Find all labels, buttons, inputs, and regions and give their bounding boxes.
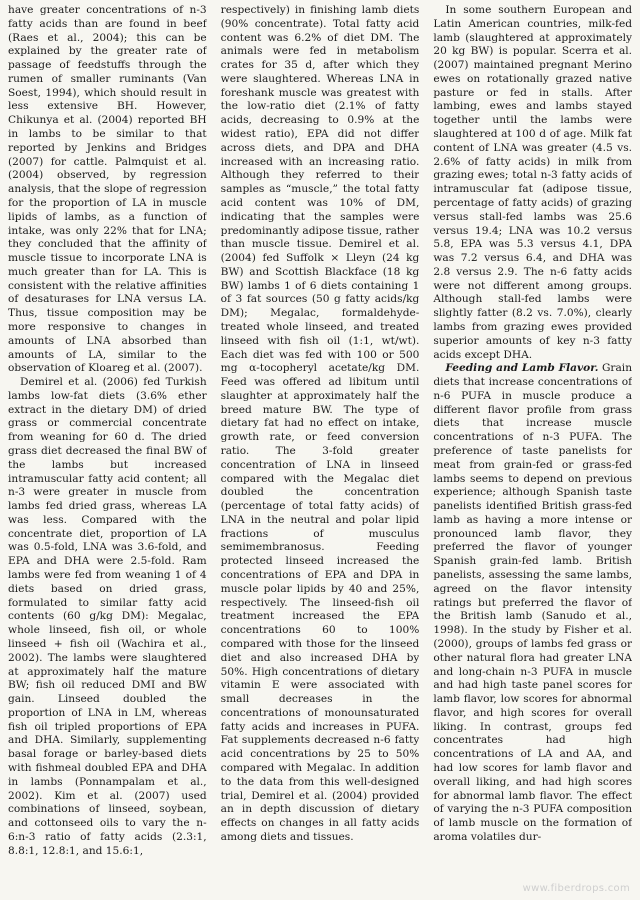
paragraph: Demirel et al. (2006) fed Turkish lambs low-fat diets (3.6% ether extract in the dietary DM) of dried grass or commercial concentrate from weaning for 60 d. The dried grass diet decreased the final BW of the lambs but increased intramuscular fatty acid content; all n-3 were greater in muscle from lambs fed dried grass, whereas LA was less. Compared with the concentrate diet, proportion of LA was 0.5-fold, LNA was 3.6-fold, and EPA and DHA were 2.5-fold. Ram lambs were fed from weaning 1 of 4 diets based on dried grass, formulated to similar fatty acid contents (60 g/kg DM): Megalac, whole linseed, fish oil, or whole linseed + fish oil (Wachira et al., 2002). The lambs were slaughtered at approximately half the mature BW; fish oil reduced DMI and BW gain. Linseed doubled the proportion of LNA in LM, whereas fish oil tripled proportions of EPA and DHA. Similarly, supplementing basal forage or barley-based diets with fishmeal doubled EPA and DHA in lambs (Ponnampalam et al., 2002). Kim et al. (2007) used combinations of linseed, soybean, and cottonseed oils to vary the n-6:n-3 ratio of fatty acids (2.3:1, 8.8:1, 12.8:1, and 15.6:1, [8, 376, 207, 857]
section-run-in-heading: Feeding and Lamb Flavor. [445, 362, 599, 375]
paragraph: respectively) in finishing lamb diets (90% concentrate). Total fatty acid content was 6.2% of diet DM. The animals were fed in metabolism crates for 35 d, after which they were slaughtered. Whereas LNA in foreshank muscle was greatest with the low-ratio diet (2.1% of fatty acids, decreasing to 0.9% at the widest ratio), EPA did not differ across diets, and DPA and DHA increased with an increasing ratio. Although they referred to their samples as “muscle,” the total fatty acid content was 10% of DM, indicating that the samples were predominantly adipose tissue, rather than muscle tissue. Demirel et al. (2004) fed Suffolk × Lleyn (24 kg BW) and Scottish Blackface (18 kg BW) lambs 1 of 6 diets containing 1 of 3 fat sources (50 g fatty acids/kg DM); Megalac, formaldehyde-treated whole linseed, and treated linseed with fish oil (1:1, wt/wt). Each diet was fed with 100 or 500 mg α-tocopheryl acetate/kg DM. Feed was offered ad libitum until slaughter at approximately half the breed mature BW. The type of dietary fat had no effect on intake, growth rate, or feed conversion ratio. The 3-fold greater concentration of LNA in linseed compared with the Megalac diet doubled the concentration (percentage of total fatty acids) of LNA in the neutral and polar lipid fractions of musculus semimembranosus. Feeding protected linseed increased the concentrations of EPA and DPA in muscle polar lipids by 40 and 25%, respectively. The linseed-fish oil treatment increased the EPA concentrations 60 to 100% compared with those for the linseed diet and also increased DHA by 50%. High concentrations of dietary vitamin E were associated with small decreases in the concentrations of monounsaturated fatty acids and increases in PUFA. Fat supplements decreased n-6 fatty acid concentrations by 25 to 50% compared with Megalac. In addition to the data from this well-designed trial, Demirel et al. (2004) provided an in depth discussion of dietary effects on changes in all fatty acids among diets and tissues. [220, 4, 420, 843]
text-column-right [433, 4, 632, 900]
paragraph: have greater concentrations of n-3 fatty acids than are found in beef (Raes et al., 2004); this can be explained by the greater rate of passage of feedstuffs through the rumen of smaller ruminants (Van Soest, 1994), which should result in less extensive BH. However, Chikunya et al. (2004) reported BH in lambs to be similar to that reported by Jenkins and Bridges (2007) for cattle. Palmquist et al. (2004) observed, by regression analysis, that the slope of regression for the proportion of LA in muscle lipids of lambs, as a function of intake, was only 22% that for LNA; they concluded that the affinity of muscle tissue to incorporate LNA is much greater than for LA. This is consistent with the relative affinities of desaturases for LNA versus LA. Thus, tissue composition may be more responsive to changes in amounts of LNA absorbed than amounts of LA, similar to the observation of Kloareg et al. (2007). [8, 4, 207, 375]
paragraph-text: Grain diets that increase concentrations of n-6 PUFA in muscle produce a different flavor profile from grass diets that increase muscle concentrations of n-3 PUFA. The preference of taste panelists for meat from grain-fed or grass-fed lambs seems to depend on previous experience; although Spanish taste panelists identified British grass-fed lamb as having a more intense or pronounced lamb flavor, they preferred the flavor of younger Spanish grain-fed lamb. British panelists, assessing the same lambs, agreed on the flavor intensity ratings but preferred the flavor of the British lamb (Sanudo et al., 1998). In the study by Fisher et al. (2000), groups of lambs fed grass or other natural flora had greater LNA and long-chain n-3 PUFA in muscle and had high taste panel scores for lamb flavor, low scores for abnormal flavor, and high scores for overall liking. In contrast, groups fed concentrates had high concentrations of LA and AA, and had low scores for lamb flavor and overall liking, and had high scores for abnormal lamb flavor. The effect of varying the n-3 PUFA composition of lamb muscle on the formation of aroma volatiles dur- [433, 362, 633, 843]
text-column-middle [221, 4, 420, 900]
paragraph: In some southern European and Latin American countries, milk-fed lamb (slaughtered at approximately 20 kg BW) is popular. Scerra et al. (2007) maintained pregnant Merino ewes on rotationally grazed native pasture or fed in stalls. After lambing, ewes and lambs stayed together until the lambs were slaughtered at 100 d of age. Milk fat content of LNA was greater (4.5 vs. 2.6% of fatty acids) in milk from grazing ewes; total n-3 fatty acids of intramuscular fat (adipose tissue, percentage of fatty acids) of grazing versus stall-fed lambs was 25.6 versus 19.4; LNA was 10.2 versus 5.8, EPA was 5.3 versus 4.1, DPA was 7.2 versus 6.4, and DHA was 2.8 versus 2.9. The n-6 fatty acids were not different among groups. Although stall-fed lambs were slightly fatter (8.2 vs. 7.0%), clearly lambs from grazing ewes provided superior amounts of key n-3 fatty acids except DHA. [433, 4, 633, 361]
text-column-left [8, 4, 207, 900]
watermark: www.fiberdrops.com [522, 883, 630, 894]
paragraph [433, 362, 632, 844]
